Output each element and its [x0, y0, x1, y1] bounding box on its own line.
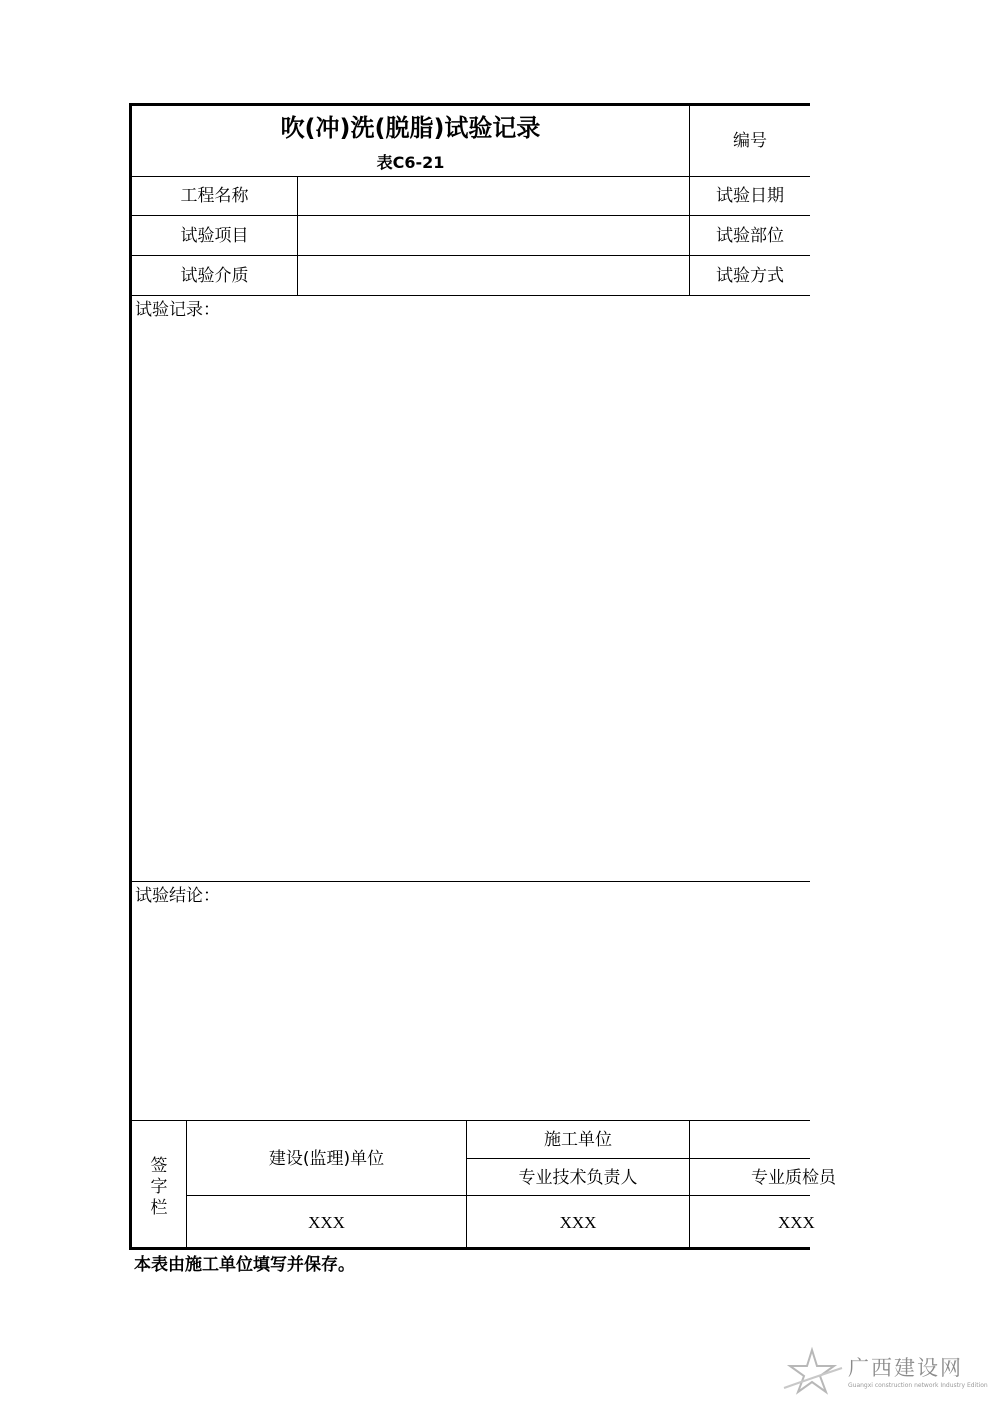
signature-section-label: 签字栏 — [150, 1156, 168, 1218]
section-divider — [131, 1120, 810, 1121]
test-conclusion-label: 试验结论： — [135, 886, 220, 906]
quality-inspector-signature[interactable]: XXX — [778, 1213, 815, 1232]
number-label: 编号 — [733, 131, 767, 151]
form-code: 表C6-21 — [376, 153, 445, 172]
frame-bottom-border — [129, 1247, 810, 1250]
test-location-label: 试验部位 — [716, 226, 784, 246]
test-method-label: 试验方式 — [716, 266, 784, 286]
test-conclusion-area[interactable] — [135, 910, 805, 1115]
test-medium-label: 试验介质 — [180, 266, 249, 286]
section-divider — [131, 881, 810, 882]
row-divider — [131, 176, 810, 177]
frame-top-border — [129, 103, 810, 106]
form-title: 吹(冲)洗(脱脂)试验记录 — [280, 114, 541, 142]
signature-divider — [186, 1195, 810, 1196]
contractor-label: 施工单位 — [544, 1130, 612, 1150]
star-logo-icon — [782, 1348, 844, 1394]
technical-lead-signature[interactable]: XXX — [559, 1213, 597, 1232]
label-column-divider — [297, 176, 298, 296]
footer-note: 本表由施工单位填写并保存。 — [134, 1255, 355, 1275]
signature-divider — [466, 1158, 810, 1159]
technical-lead-label: 专业技术负责人 — [518, 1168, 638, 1188]
watermark-name: 广西建设网 — [848, 1356, 963, 1380]
test-item-label: 试验项目 — [180, 226, 249, 246]
quality-inspector-label: 专业质检员 — [751, 1168, 836, 1188]
row-divider — [131, 215, 810, 216]
row-divider — [131, 255, 810, 256]
test-record-area[interactable] — [135, 325, 805, 875]
test-record-label: 试验记录： — [135, 300, 220, 320]
owner-supervisor-label: 建设(监理)单位 — [268, 1149, 385, 1169]
row-divider — [131, 295, 810, 296]
project-name-label: 工程名称 — [180, 186, 249, 206]
watermark-tagline: Guangxi construction network Industry Edition — [848, 1382, 988, 1389]
test-date-label: 试验日期 — [716, 186, 784, 206]
owner-signature[interactable]: XXX — [308, 1213, 345, 1232]
signature-divider — [689, 1120, 690, 1248]
